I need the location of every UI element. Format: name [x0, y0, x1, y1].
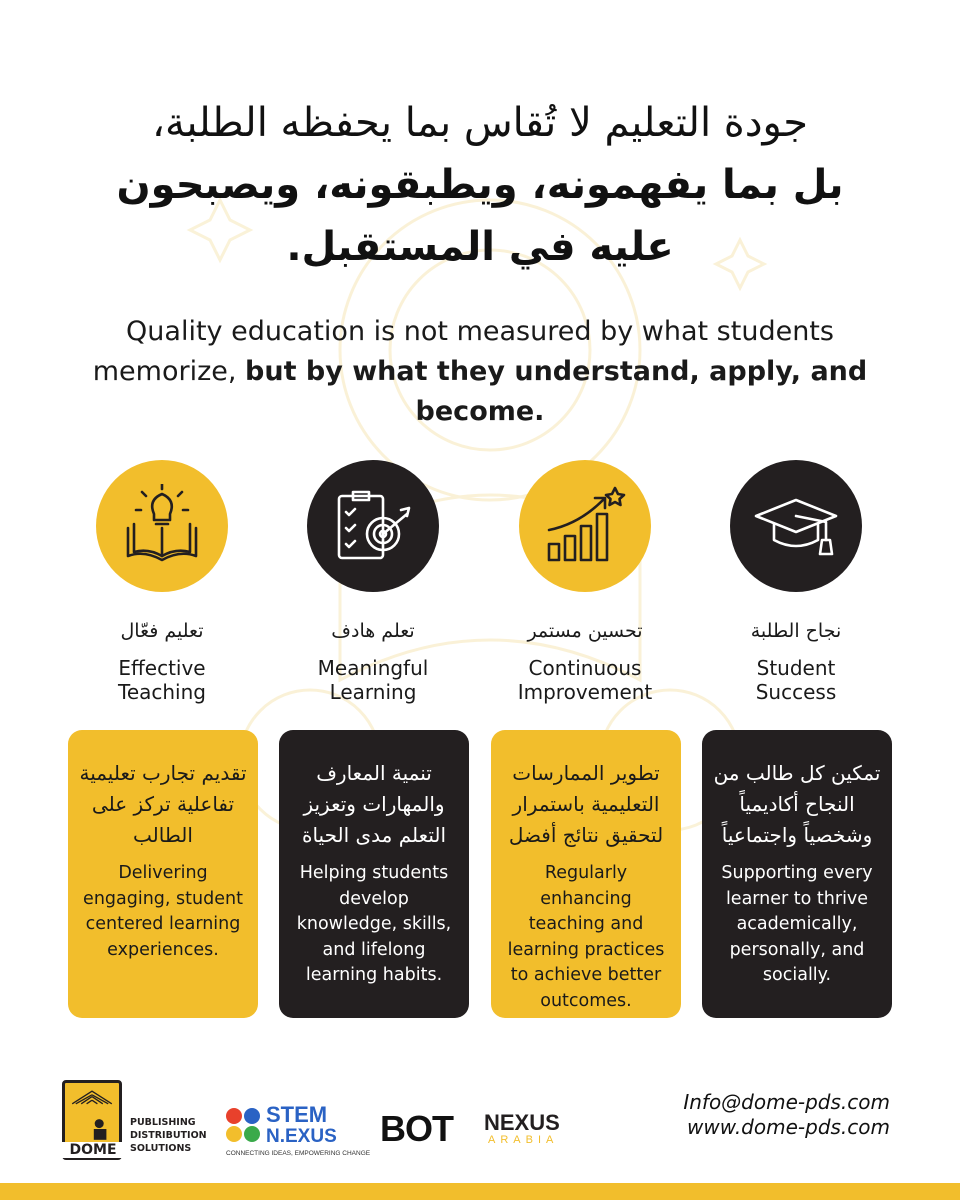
graduation-cap-icon	[754, 484, 838, 568]
card-text-en: Regularly enhancing teaching and learning practices to achieve better outcomes.	[507, 863, 665, 1011]
pillar-label-en-effective-teaching	[62, 656, 262, 704]
stem-logo-word1: STEM	[266, 1102, 328, 1127]
pillar-icon-circle-continuous-improvement	[519, 460, 651, 592]
pillar-label-en-student-success	[696, 656, 896, 704]
bot-nexus-arabia-logo	[380, 1108, 580, 1152]
pillar-label-en-line2: Teaching	[118, 680, 206, 704]
bot-logo-nexus: NEXUS	[484, 1110, 560, 1135]
dome-logo	[60, 1074, 207, 1164]
card-text-ar: تنمية المعارف والمهارات وتعزيز التعلم مدى الحياة	[301, 761, 446, 847]
pillar-icon-circle-effective-teaching	[96, 460, 228, 592]
pillar-label-en-continuous-improvement	[485, 656, 685, 704]
arabic-headline-line1: جودة التعليم لا تُقاس بما يحفظه الطلبة،	[152, 100, 808, 146]
pillar-label-ar-effective-teaching: تعليم فعّال	[120, 620, 204, 642]
pillar-card-student-success	[702, 730, 892, 1018]
bottom-accent-bar	[0, 1183, 960, 1200]
arabic-headline	[60, 92, 900, 278]
contact-website[interactable]: www.dome-pds.com	[687, 1115, 890, 1139]
stem-logo-word2: N.EXUS	[266, 1126, 337, 1147]
book-lightbulb-icon	[120, 484, 204, 568]
bot-logo-arabia: ARABIA	[488, 1134, 559, 1146]
stem-nexus-logo	[224, 1102, 371, 1160]
pillar-label-ar-continuous-improvement: تحسين مستمر	[527, 620, 643, 642]
arabic-headline-line3: عليه في المستقبل.	[286, 224, 674, 270]
pillar-label-en-line2: Improvement	[517, 680, 653, 704]
dome-logo-subtitle	[130, 1116, 210, 1155]
dome-subtitle-line3: SOLUTIONS	[130, 1143, 192, 1154]
contact-email[interactable]: Info@dome-pds.com	[683, 1090, 890, 1114]
pillar-label-en-line2: Learning	[329, 680, 417, 704]
stem-logo-mark	[224, 1106, 264, 1146]
pillar-label-en-line1: Student	[756, 656, 836, 680]
card-text-en: Delivering engaging, student centered learning experiences.	[83, 863, 243, 960]
pillar-label-ar-meaningful-learning: تعلم هادف	[331, 620, 415, 642]
clipboard-target-icon	[331, 484, 415, 568]
card-text-ar: تطوير الممارسات التعليمية باستمرار لتحقيق نتائج أفضل	[508, 761, 664, 847]
card-text-ar: تمكين كل طالب من النجاح أكاديمياً وشخصياً واجتماعياً	[713, 761, 881, 847]
english-headline-bold: but by what they understand, apply, and become.	[245, 356, 868, 427]
pillar-card-effective-teaching	[68, 730, 258, 1018]
pillar-label-en-line1: Continuous	[528, 656, 642, 680]
pillar-label-en-line2: Success	[755, 680, 837, 704]
dome-subtitle-line2: DISTRIBUTION	[130, 1130, 207, 1141]
pillar-label-en-meaningful-learning	[273, 656, 473, 704]
arabic-headline-line2: بل بما يفهمونه، ويطبقونه، ويصبحون	[116, 162, 844, 208]
pillar-card-continuous-improvement	[491, 730, 681, 1018]
contact-info	[600, 1090, 890, 1140]
card-text-en: Helping students develop knowledge, skills, and lifelong learning habits.	[296, 863, 452, 985]
card-text-ar: تقديم تجارب تعليمية تفاعلية تركز على الطالب	[79, 761, 247, 847]
pillar-icon-circle-student-success	[730, 460, 862, 592]
dome-subtitle-line1: PUBLISHING	[130, 1117, 196, 1128]
pillar-card-meaningful-learning	[279, 730, 469, 1018]
pillar-label-en-line1: Meaningful	[317, 656, 429, 680]
pillar-icon-circle-meaningful-learning	[307, 460, 439, 592]
growth-chart-star-icon	[543, 484, 627, 568]
pillar-label-en-line1: Effective	[118, 656, 206, 680]
dome-logo-name: DOME	[60, 1142, 126, 1158]
stem-logo-tagline: CONNECTING IDEAS, EMPOWERING CHANGE	[226, 1150, 371, 1157]
bot-logo-word: BOT	[380, 1108, 453, 1149]
english-headline-regular: Quality education is not measured by what students memorize,	[92, 316, 834, 387]
pillar-label-ar-student-success: نجاح الطلبة	[750, 620, 842, 642]
card-text-en: Supporting every learner to thrive academically, personally, and socially.	[721, 863, 873, 985]
english-headline	[70, 312, 890, 432]
